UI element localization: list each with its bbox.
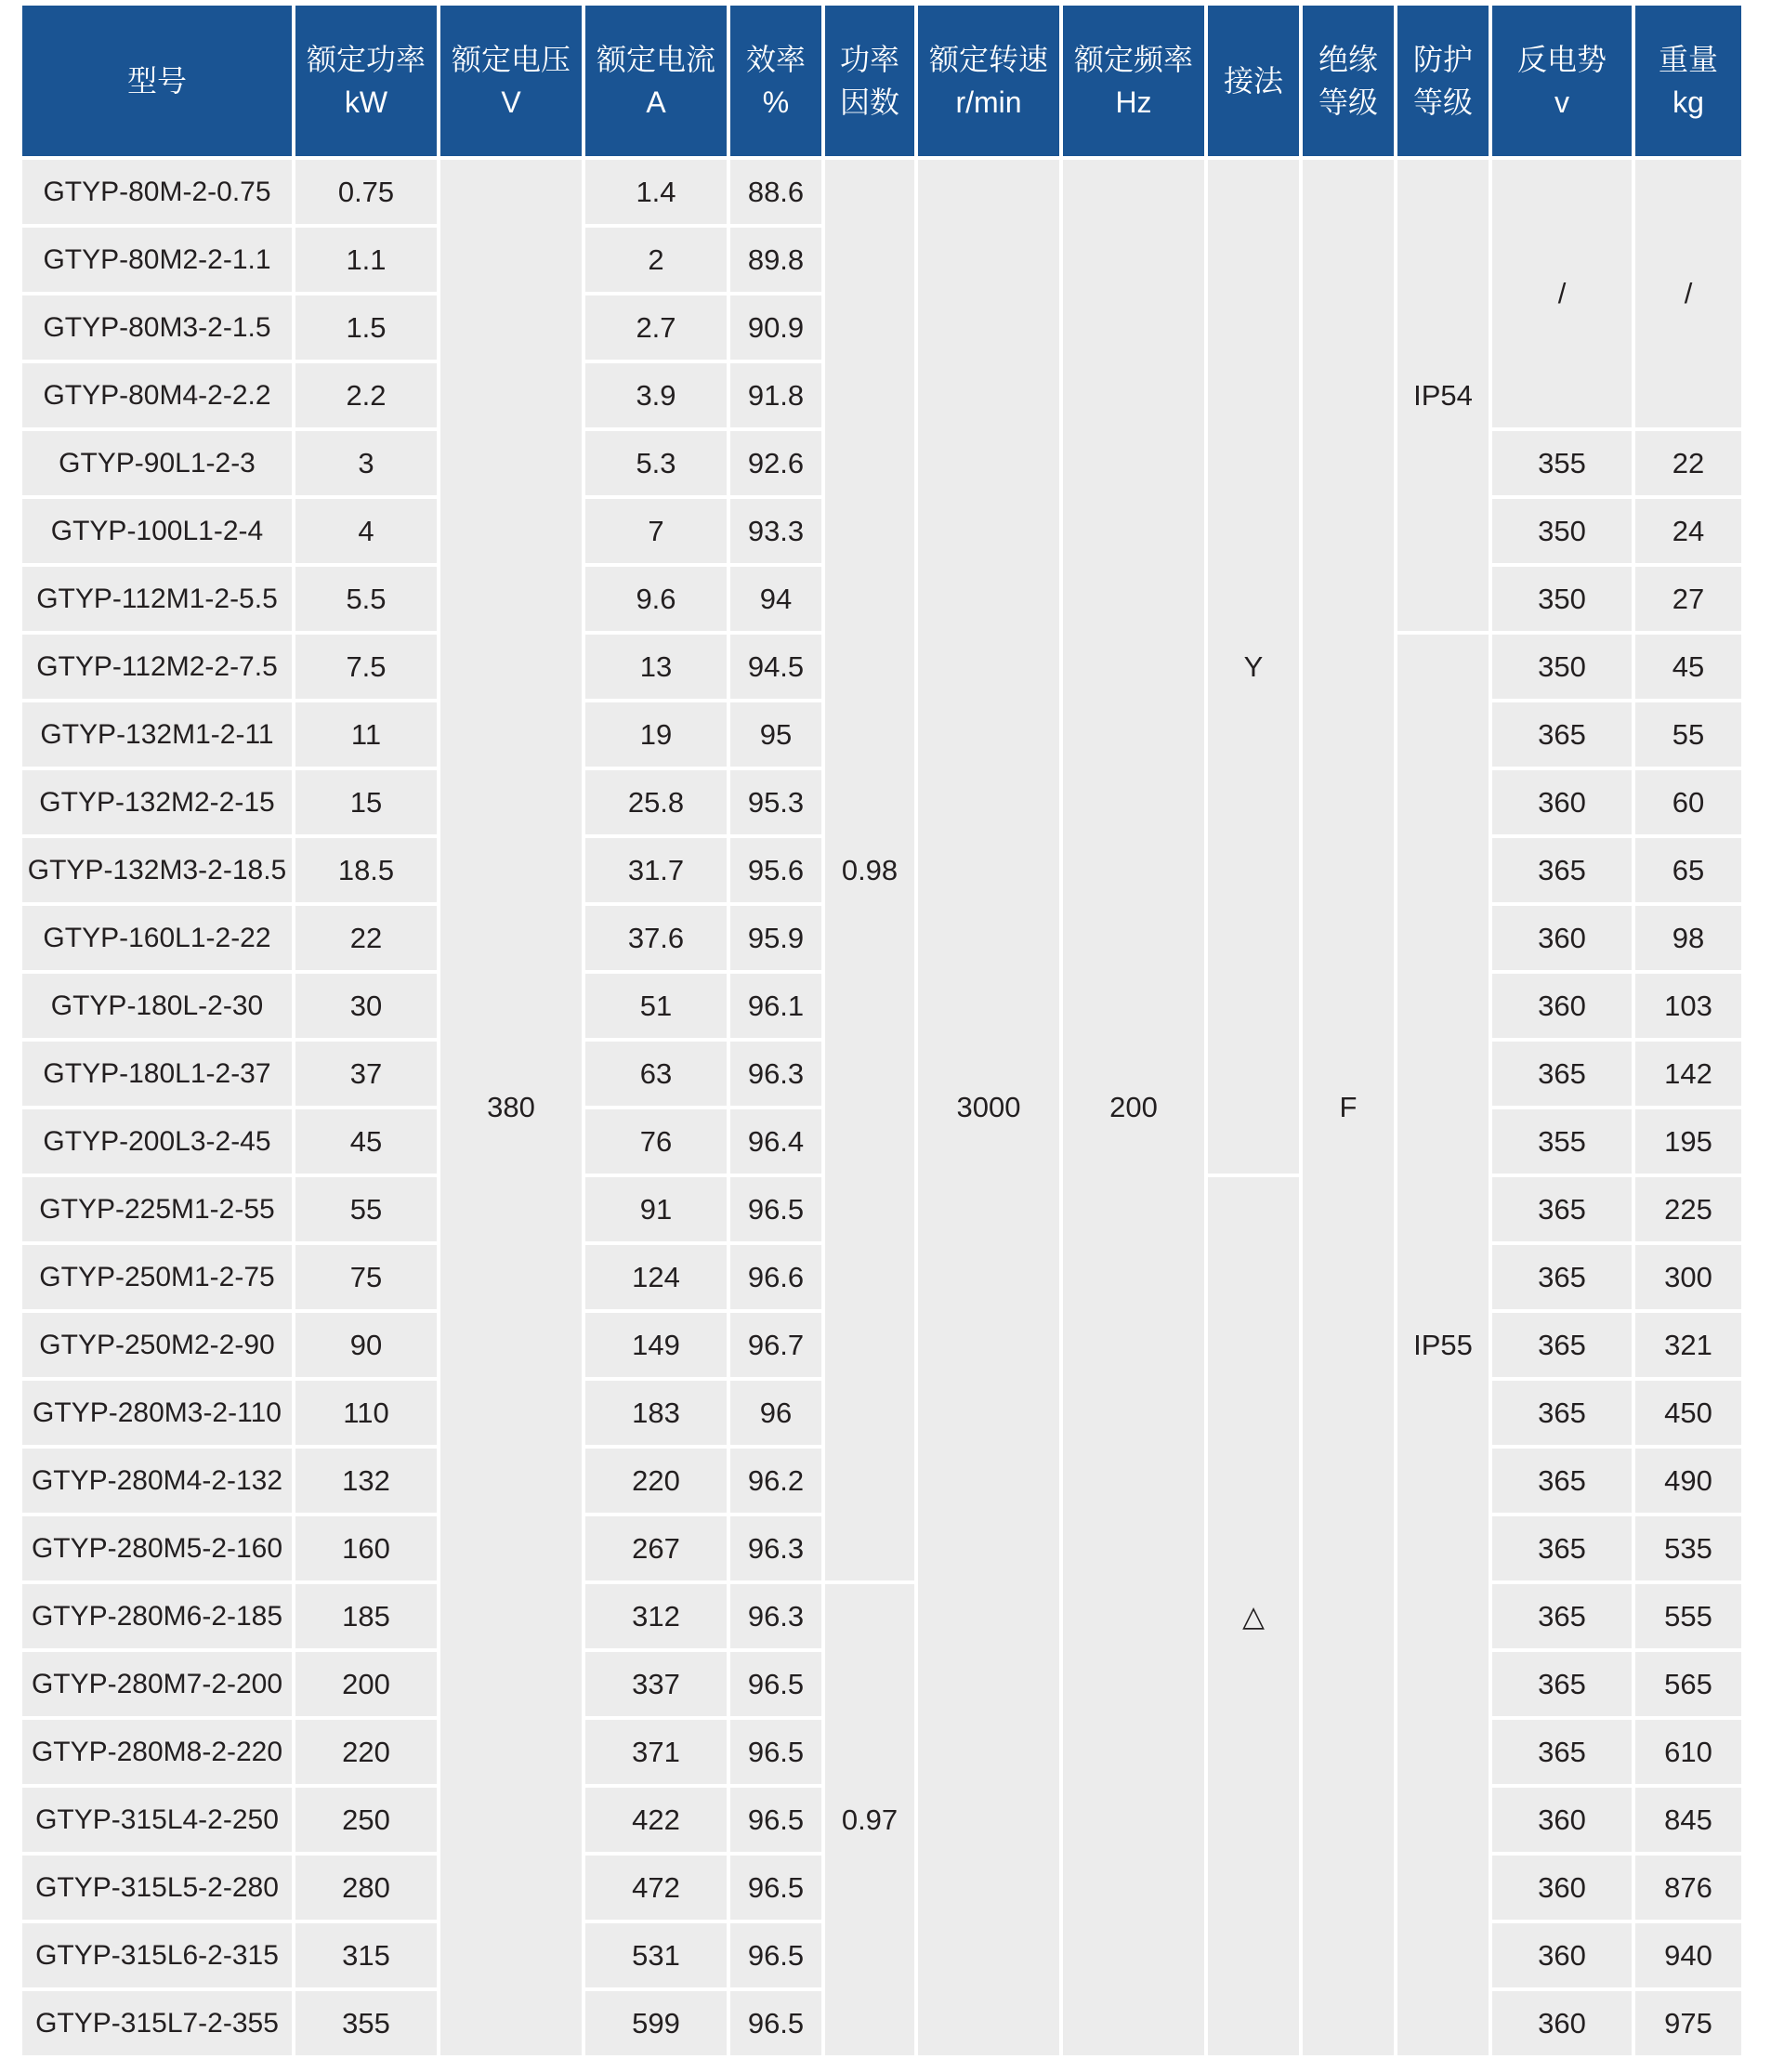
weight-cell: 55 xyxy=(1635,702,1741,767)
header-row xyxy=(22,6,1741,156)
efficiency-cell: 96.6 xyxy=(730,1245,821,1309)
current-cell: 124 xyxy=(585,1245,727,1309)
efficiency-cell: 96.7 xyxy=(730,1313,821,1377)
header-weight: 重量 kg xyxy=(1635,6,1741,156)
weight-cell: 535 xyxy=(1635,1516,1741,1580)
current-cell: 9.6 xyxy=(585,567,727,631)
weight-cell: 555 xyxy=(1635,1584,1741,1648)
efficiency-cell: 95.9 xyxy=(730,906,821,970)
efficiency-cell: 96.5 xyxy=(730,1652,821,1716)
power-cell: 250 xyxy=(295,1788,437,1852)
header-power-factor: 功率 因数 xyxy=(825,6,914,156)
power-cell: 132 xyxy=(295,1449,437,1513)
weight-cell: 45 xyxy=(1635,635,1741,699)
current-cell: 371 xyxy=(585,1720,727,1784)
weight-cell: 450 xyxy=(1635,1381,1741,1445)
model-cell: GTYP-280M8-2-220 xyxy=(22,1720,292,1784)
model-cell: GTYP-280M5-2-160 xyxy=(22,1516,292,1580)
efficiency-cell: 96 xyxy=(730,1381,821,1445)
emf-cell: 355 xyxy=(1492,1109,1632,1174)
model-cell: GTYP-132M3-2-18.5 xyxy=(22,838,292,902)
weight-cell: 300 xyxy=(1635,1245,1741,1309)
power-cell: 11 xyxy=(295,702,437,767)
power-cell: 220 xyxy=(295,1720,437,1784)
current-cell: 76 xyxy=(585,1109,727,1174)
efficiency-cell: 96.5 xyxy=(730,1177,821,1241)
efficiency-cell: 94.5 xyxy=(730,635,821,699)
weight-cell: 142 xyxy=(1635,1042,1741,1106)
motor-spec-table xyxy=(19,2,1745,2059)
current-cell: 31.7 xyxy=(585,838,727,902)
power-cell: 315 xyxy=(295,1923,437,1987)
power-cell: 2.2 xyxy=(295,363,437,427)
emf-na-merged-cell: / xyxy=(1492,160,1632,427)
power-cell: 5.5 xyxy=(295,567,437,631)
emf-cell: 365 xyxy=(1492,1449,1632,1513)
weight-cell: 490 xyxy=(1635,1449,1741,1513)
model-cell: GTYP-315L5-2-280 xyxy=(22,1856,292,1920)
protection-ip54-merged-cell: IP54 xyxy=(1397,160,1489,631)
current-cell: 422 xyxy=(585,1788,727,1852)
header-back-emf: 反电势 v xyxy=(1492,6,1632,156)
power-cell: 7.5 xyxy=(295,635,437,699)
efficiency-cell: 90.9 xyxy=(730,295,821,360)
current-cell: 3.9 xyxy=(585,363,727,427)
efficiency-cell: 96.5 xyxy=(730,1856,821,1920)
weight-cell: 876 xyxy=(1635,1856,1741,1920)
current-cell: 599 xyxy=(585,1991,727,2055)
protection-ip55-merged-cell: IP55 xyxy=(1397,635,1489,2055)
emf-cell: 365 xyxy=(1492,1313,1632,1377)
emf-cell: 365 xyxy=(1492,1177,1632,1241)
current-cell: 337 xyxy=(585,1652,727,1716)
current-cell: 2 xyxy=(585,228,727,292)
emf-cell: 365 xyxy=(1492,1652,1632,1716)
model-cell: GTYP-315L6-2-315 xyxy=(22,1923,292,1987)
efficiency-cell: 96.5 xyxy=(730,1923,821,1987)
power-cell: 355 xyxy=(295,1991,437,2055)
power-cell: 200 xyxy=(295,1652,437,1716)
efficiency-cell: 91.8 xyxy=(730,363,821,427)
current-cell: 312 xyxy=(585,1584,727,1648)
connection-delta-merged-cell: △ xyxy=(1208,1177,1299,2055)
efficiency-cell: 96.5 xyxy=(730,1788,821,1852)
model-cell: GTYP-160L1-2-22 xyxy=(22,906,292,970)
header-rated-voltage: 额定电压 V xyxy=(440,6,582,156)
emf-cell: 365 xyxy=(1492,1042,1632,1106)
insulation-merged-cell: F xyxy=(1303,160,1394,2055)
efficiency-cell: 96.2 xyxy=(730,1449,821,1513)
header-model: 型号 xyxy=(22,6,292,156)
current-cell: 25.8 xyxy=(585,770,727,834)
emf-cell: 365 xyxy=(1492,702,1632,767)
current-cell: 63 xyxy=(585,1042,727,1106)
power-cell: 4 xyxy=(295,499,437,563)
current-cell: 7 xyxy=(585,499,727,563)
emf-cell: 355 xyxy=(1492,431,1632,495)
weight-na-merged-cell: / xyxy=(1635,160,1741,427)
efficiency-cell: 95.6 xyxy=(730,838,821,902)
header-rated-current: 额定电流 A xyxy=(585,6,727,156)
current-cell: 91 xyxy=(585,1177,727,1241)
emf-cell: 360 xyxy=(1492,1923,1632,1987)
emf-cell: 365 xyxy=(1492,1516,1632,1580)
model-cell: GTYP-112M1-2-5.5 xyxy=(22,567,292,631)
current-cell: 149 xyxy=(585,1313,727,1377)
header-connection: 接法 xyxy=(1208,6,1299,156)
model-cell: GTYP-80M3-2-1.5 xyxy=(22,295,292,360)
model-cell: GTYP-225M1-2-55 xyxy=(22,1177,292,1241)
emf-cell: 365 xyxy=(1492,838,1632,902)
model-cell: GTYP-132M1-2-11 xyxy=(22,702,292,767)
voltage-merged-cell: 380 xyxy=(440,160,582,2055)
power-cell: 75 xyxy=(295,1245,437,1309)
header-rated-power: 额定功率 kW xyxy=(295,6,437,156)
model-cell: GTYP-280M6-2-185 xyxy=(22,1584,292,1648)
weight-cell: 975 xyxy=(1635,1991,1741,2055)
weight-cell: 565 xyxy=(1635,1652,1741,1716)
power-cell: 45 xyxy=(295,1109,437,1174)
weight-cell: 103 xyxy=(1635,974,1741,1038)
power-cell: 30 xyxy=(295,974,437,1038)
efficiency-cell: 95 xyxy=(730,702,821,767)
weight-cell: 65 xyxy=(1635,838,1741,902)
table-row xyxy=(22,160,1741,224)
power-cell: 110 xyxy=(295,1381,437,1445)
emf-cell: 360 xyxy=(1492,1856,1632,1920)
current-cell: 13 xyxy=(585,635,727,699)
weight-cell: 24 xyxy=(1635,499,1741,563)
efficiency-cell: 96.5 xyxy=(730,1991,821,2055)
efficiency-cell: 96.3 xyxy=(730,1516,821,1580)
model-cell: GTYP-80M-2-0.75 xyxy=(22,160,292,224)
emf-cell: 360 xyxy=(1492,906,1632,970)
power-cell: 90 xyxy=(295,1313,437,1377)
emf-cell: 360 xyxy=(1492,1991,1632,2055)
power-cell: 18.5 xyxy=(295,838,437,902)
weight-cell: 321 xyxy=(1635,1313,1741,1377)
header-protection-class: 防护 等级 xyxy=(1397,6,1489,156)
efficiency-cell: 89.8 xyxy=(730,228,821,292)
model-cell: GTYP-280M3-2-110 xyxy=(22,1381,292,1445)
current-cell: 531 xyxy=(585,1923,727,1987)
power-cell: 0.75 xyxy=(295,160,437,224)
weight-cell: 225 xyxy=(1635,1177,1741,1241)
power-cell: 280 xyxy=(295,1856,437,1920)
power-cell: 55 xyxy=(295,1177,437,1241)
emf-cell: 360 xyxy=(1492,770,1632,834)
weight-cell: 610 xyxy=(1635,1720,1741,1784)
efficiency-cell: 88.6 xyxy=(730,160,821,224)
power-cell: 160 xyxy=(295,1516,437,1580)
model-cell: GTYP-315L7-2-355 xyxy=(22,1991,292,2055)
current-cell: 267 xyxy=(585,1516,727,1580)
model-cell: GTYP-250M2-2-90 xyxy=(22,1313,292,1377)
current-cell: 220 xyxy=(585,1449,727,1513)
current-cell: 183 xyxy=(585,1381,727,1445)
power-cell: 37 xyxy=(295,1042,437,1106)
header-rated-speed: 额定转速 r/min xyxy=(918,6,1059,156)
model-cell: GTYP-100L1-2-4 xyxy=(22,499,292,563)
emf-cell: 350 xyxy=(1492,567,1632,631)
emf-cell: 350 xyxy=(1492,635,1632,699)
model-cell: GTYP-315L4-2-250 xyxy=(22,1788,292,1852)
current-cell: 1.4 xyxy=(585,160,727,224)
model-cell: GTYP-200L3-2-45 xyxy=(22,1109,292,1174)
efficiency-cell: 94 xyxy=(730,567,821,631)
model-cell: GTYP-112M2-2-7.5 xyxy=(22,635,292,699)
current-cell: 19 xyxy=(585,702,727,767)
efficiency-cell: 96.1 xyxy=(730,974,821,1038)
power-cell: 185 xyxy=(295,1584,437,1648)
emf-cell: 365 xyxy=(1492,1245,1632,1309)
weight-cell: 27 xyxy=(1635,567,1741,631)
emf-cell: 360 xyxy=(1492,974,1632,1038)
power-cell: 3 xyxy=(295,431,437,495)
weight-cell: 22 xyxy=(1635,431,1741,495)
current-cell: 5.3 xyxy=(585,431,727,495)
weight-cell: 60 xyxy=(1635,770,1741,834)
weight-cell: 98 xyxy=(1635,906,1741,970)
emf-cell: 350 xyxy=(1492,499,1632,563)
weight-cell: 940 xyxy=(1635,1923,1741,1987)
emf-cell: 365 xyxy=(1492,1720,1632,1784)
current-cell: 37.6 xyxy=(585,906,727,970)
emf-cell: 360 xyxy=(1492,1788,1632,1852)
power-cell: 1.5 xyxy=(295,295,437,360)
power-factor-merged-cell: 0.98 xyxy=(825,160,914,1580)
power-cell: 1.1 xyxy=(295,228,437,292)
header-rated-frequency: 额定频率 Hz xyxy=(1063,6,1204,156)
efficiency-cell: 95.3 xyxy=(730,770,821,834)
efficiency-cell: 96.3 xyxy=(730,1042,821,1106)
efficiency-cell: 96.4 xyxy=(730,1109,821,1174)
emf-cell: 365 xyxy=(1492,1381,1632,1445)
current-cell: 2.7 xyxy=(585,295,727,360)
efficiency-cell: 92.6 xyxy=(730,431,821,495)
model-cell: GTYP-80M2-2-1.1 xyxy=(22,228,292,292)
efficiency-cell: 96.5 xyxy=(730,1720,821,1784)
emf-cell: 365 xyxy=(1492,1584,1632,1648)
model-cell: GTYP-90L1-2-3 xyxy=(22,431,292,495)
weight-cell: 845 xyxy=(1635,1788,1741,1852)
model-cell: GTYP-180L-2-30 xyxy=(22,974,292,1038)
current-cell: 472 xyxy=(585,1856,727,1920)
frequency-merged-cell: 200 xyxy=(1063,160,1204,2055)
efficiency-cell: 96.3 xyxy=(730,1584,821,1648)
model-cell: GTYP-132M2-2-15 xyxy=(22,770,292,834)
power-cell: 22 xyxy=(295,906,437,970)
model-cell: GTYP-250M1-2-75 xyxy=(22,1245,292,1309)
power-cell: 15 xyxy=(295,770,437,834)
connection-star-merged-cell: Y xyxy=(1208,160,1299,1174)
model-cell: GTYP-280M7-2-200 xyxy=(22,1652,292,1716)
model-cell: GTYP-80M4-2-2.2 xyxy=(22,363,292,427)
header-insulation-class: 绝缘 等级 xyxy=(1303,6,1394,156)
model-cell: GTYP-280M4-2-132 xyxy=(22,1449,292,1513)
speed-merged-cell: 3000 xyxy=(918,160,1059,2055)
power-factor-low-merged-cell: 0.97 xyxy=(825,1584,914,2055)
efficiency-cell: 93.3 xyxy=(730,499,821,563)
current-cell: 51 xyxy=(585,974,727,1038)
model-cell: GTYP-180L1-2-37 xyxy=(22,1042,292,1106)
header-efficiency: 效率 % xyxy=(730,6,821,156)
weight-cell: 195 xyxy=(1635,1109,1741,1174)
